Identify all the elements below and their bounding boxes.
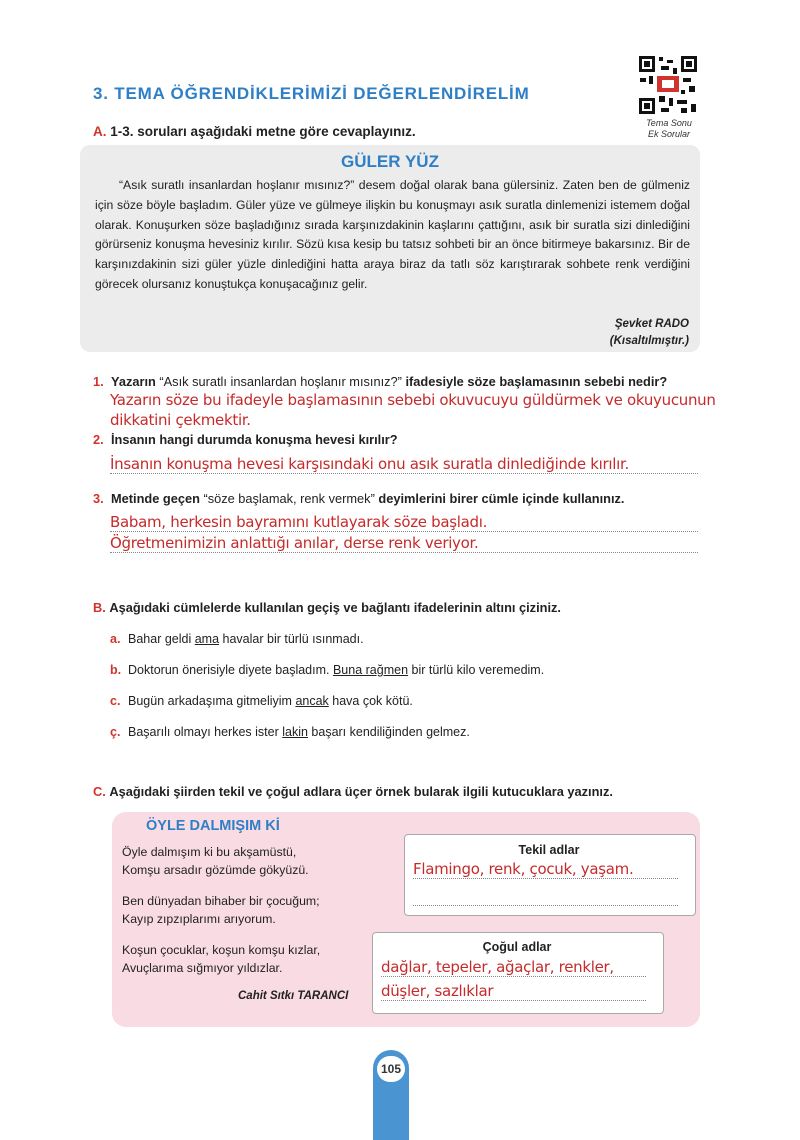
page-number: 105 [377,1056,405,1082]
answer-3-line-1[interactable]: Babam, herkesin bayramını kutlayarak söze başladı. [110,513,698,532]
plural-nouns-answer-line-1[interactable]: dağlar, tepeler, ağaçlar, renkler, [381,958,646,977]
singular-nouns-answer[interactable]: Flamingo, renk, çocuk, yaşam. [413,860,678,879]
section-letter: C. [93,784,106,799]
answer-3-line-2[interactable]: Öğretmenimizin anlattığı anılar, derse renk veriyor. [110,534,698,553]
section-letter: A. [93,124,107,139]
section-c-instruction: C. Aşağıdaki şiirden tekil ve çoğul adlara üçer örnek bularak ilgili kutucuklara yazınız. [93,784,613,799]
question-2: 2. İnsanın hangi durumda konuşma hevesi kırılır? [93,432,398,447]
poem-stanza: Öyle dalmışım ki bu akşamüstü, Komşu arsadır gözümde gökyüzü. [122,845,309,877]
sentence-item: ç. Başarılı olmayı herkes ister lakin başarı kendiliğinden gelmez. [110,725,470,739]
question-3: 3. Metinde geçen “söze başlamak, renk vermek” deyimlerini birer cümle içinde kullanınız. [93,491,625,506]
section-letter: B. [93,600,106,615]
sentence-item: c. Bugün arkadaşıma gitmeliyim ancak hava çok kötü. [110,694,413,708]
theme-title: 3. TEMA ÖĞRENDİKLERİMİZİ DEĞERLENDİRELİM [93,84,530,103]
qr-code-icon[interactable] [637,54,699,116]
section-a-instruction: A. 1-3. soruları aşağıdaki metne göre cevaplayınız. [93,124,416,139]
answer-line[interactable] [413,904,678,906]
poem-stanza: Ben dünyadan bihaber bir çocuğum; Kayıp zıpzıplarımı arıyorum. [122,894,320,926]
story-title: GÜLER YÜZ [341,152,439,171]
poem-stanza: Koşun çocuklar, koşun komşu kızlar, Avuçlarıma sığmıyor yıldızlar. [122,943,321,975]
qr-caption: Tema Sonu Ek Sorular [646,118,692,139]
story-text: “Asık suratlı insanlardan hoşlanır mısınız?” desem doğal olarak bana gülersiniz. Zaten ben de gülmeniz için söze böyle başladım. Güler yüze ve gülmeye ilişkin bu konuşmayı asık suratla dinlemenizi istemem doğal olarak. Konuşurken söze başladığınız sırada karşınızdakinin kaşlarını çattığını, asık bir suratla sizi dinlediğini görürseniz konuşma hevesiniz kırılır. Sözü kısa kesip bu tatsız sohbeti bir an önce bitirmeye bakarsınız. Bir de karşınızdakinin sizi güler yüzle dinlediğini hatta araya biraz da tatlı söz karıştırarak sohbete renk verdiğini görecek olursanız konuştukça konuşacağınız gelir. [95,178,690,291]
sentence-item: b. Doktorun önerisiyle diyete başladım. Buna rağmen bir türlü kilo veremedim. [110,663,545,677]
question-1: 1. Yazarın “Asık suratlı insanlardan hoşlanır mısınız?” ifadesiyle söze başlamasının sebebi nedir? [93,374,668,389]
poem-title: ÖYLE DALMIŞIM Kİ [146,818,280,834]
answer-2[interactable]: İnsanın konuşma hevesi karşısındaki onu asık suratla dinlediğinde kırılır. [110,455,698,474]
section-b-instruction: B. Aşağıdaki cümlelerde kullanılan geçiş ve bağlantı ifadelerinin altını çiziniz. [93,600,561,615]
poem-text [122,843,320,990]
story-author: Şevket RADO (Kısaltılmıştır.) [609,318,689,347]
sentence-item: a. Bahar geldi ama havalar bir türlü ısınmadı. [110,632,364,646]
plural-nouns-label: Çoğul adlar [482,940,552,954]
poem-author: Cahit Sıtkı TARANCI [238,990,349,1002]
singular-nouns-label: Tekil adlar [518,843,580,857]
answer-1-line-2[interactable]: dikkatini çekmektir. [110,411,251,429]
answer-1-line-1[interactable]: Yazarın söze bu ifadeyle başlamasının sebebi okuvucuyu güldürmek ve okuyucunun [110,391,716,409]
plural-nouns-answer-line-2[interactable]: düşler, sazlıklar [381,982,646,1001]
